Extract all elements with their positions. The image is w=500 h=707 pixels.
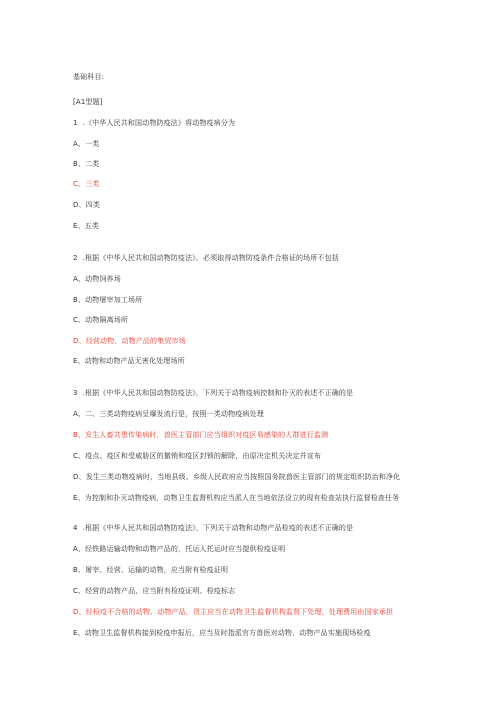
q1-option-a: A、一类	[73, 140, 100, 148]
question-number: 4	[73, 524, 78, 532]
q4-option-a: A、经铁路运输动物和动物产品的，托运人托运时应当提供检疫证明	[73, 545, 286, 553]
q1-option-e: E、五类	[73, 222, 100, 230]
question-4-stem	[73, 524, 353, 533]
q2-option-d-answer: D、经营动物、动物产品的集贸市场	[73, 337, 186, 345]
q1-option-d: D、四类	[73, 201, 100, 209]
q3-option-e: E、为控制和扑灭动物疫病，动物卫生监督机构应当派人在当地依法设立的现有检查站执行监督检查任务	[73, 494, 400, 502]
question-text: .根据《中华人民共和国动物防疫法》，必须取得动物防疫条件合格证的场所不包括	[82, 254, 339, 262]
q4-option-d-answer: D、经检疫不合格的动物、动物产品，货主应当在动物卫生监督机构监督下处理，处理费用由国家承担	[73, 608, 394, 616]
q4-option-e: E、动物卫生监督机构接到检疫申报后，应当及时指派官方兽医对动物、动物产品实施现场检疫	[73, 629, 371, 637]
question-number: 2	[73, 254, 78, 262]
question-3-stem	[73, 389, 353, 398]
question-text: .《中华人民共和国动物防疫法》将动物疫病分为	[82, 119, 236, 127]
q1-option-b: B、二类	[73, 160, 100, 168]
question-2-stem	[73, 254, 339, 263]
q1-option-c-answer: C、三类	[73, 180, 100, 188]
question-number: 1	[73, 119, 78, 127]
q3-option-a: A、二、三类动物疫病呈爆发流行是，按照一类动物疫病处理	[73, 410, 264, 418]
question-number: 3	[73, 389, 78, 397]
question-1-stem	[73, 119, 235, 128]
q3-option-d: D、发生三类动物疫病时，当地县级、乡级人民政府应当按照国务院兽医主管部门的规定组织防治和净化	[73, 473, 401, 481]
subject-heading: 基础科目:	[73, 73, 105, 81]
q2-option-c: C、动物隔离场所	[73, 316, 129, 324]
q4-option-b: B、屠宰、经营、运输的动物，应当附有检疫证明	[73, 566, 229, 574]
q2-option-b: B、动物屠宰加工场所	[73, 296, 143, 304]
q2-option-e: E、动物和动物产品无害化处理场所	[73, 357, 185, 365]
section-heading: [A1型题]	[73, 98, 103, 106]
q3-option-c: C、疫点、疫区和受威胁区的撤销和疫区封锁的解除，由原决定机关决定并宣布	[73, 452, 322, 460]
question-text: .根据《中华人民共和国动物防疫法》，下列关于动物和动物产品检疫的表述不正确的是	[82, 524, 354, 532]
q3-option-b-answer: B、发生人畜共患传染病时，兽医主管部门应当组织对疫区易感染的人群进行监测	[73, 431, 329, 439]
q2-option-a: A、动物饲养场	[73, 275, 121, 283]
question-text: .根据《中华人民共和国动物防疫法》，下列关于动物疫病控制和扑灭的表述不正确的是	[82, 389, 354, 397]
q4-option-c: C、经营的动物产品，应当附有检疫证明、检疫标志	[73, 587, 236, 595]
